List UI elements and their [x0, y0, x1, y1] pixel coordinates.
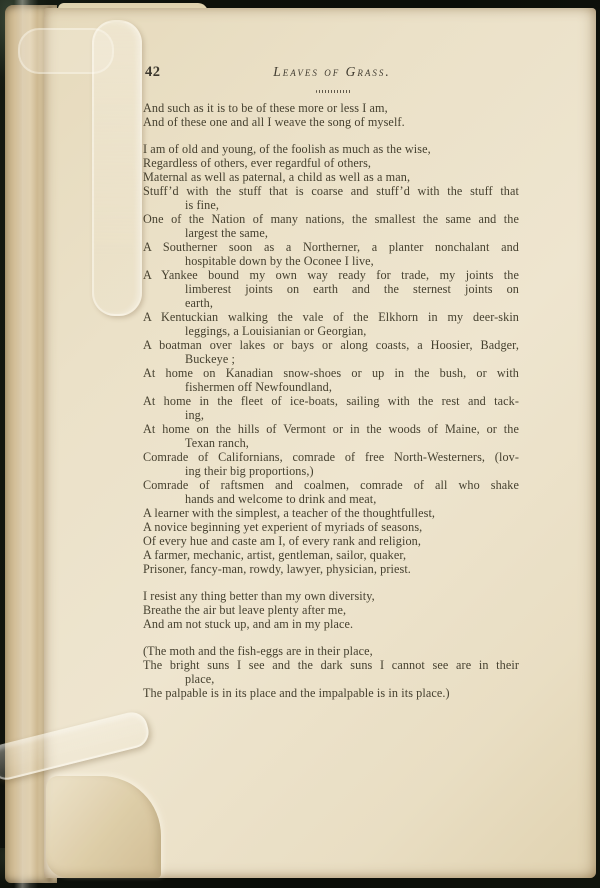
poem-line: Stuff’d with the stuff that is coarse and stuff’d with the stuff that: [143, 184, 519, 198]
poem-line: And of these one and all I weave the song of myself.: [143, 115, 405, 129]
running-title: Leaves of Grass.: [273, 64, 391, 79]
poem-line: (The moth and the fish-eggs are in their place,: [143, 644, 373, 658]
poem-line: Buckeye ;: [185, 352, 235, 366]
poem-line: Regardless of others, ever regardful of others,: [143, 156, 372, 170]
poem-line: Comrade of raftsmen and coalmen, comrade of all who shake: [143, 478, 519, 492]
header-dotted-rule: [316, 90, 352, 93]
poem-line: Of every hue and caste am I, of every rank and religion,: [143, 534, 422, 548]
poem-line: fishermen off Newfoundland,: [185, 380, 332, 394]
poem-text: [143, 101, 519, 700]
poem-line: I resist any thing better than my own diversity,: [143, 589, 375, 603]
poem-line: A novice beginning yet experient of myriads of seasons,: [143, 520, 423, 534]
poem-line: And am not stuck up, and am in my place.: [143, 617, 354, 631]
stanza: [143, 589, 519, 631]
poem-line: Comrade of Californians, comrade of free North-Westerners, (lov-: [143, 450, 519, 464]
poem-line: A boatman over lakes or bays or along coasts, a Hoosier, Badger,: [143, 338, 519, 352]
poem-line: A Southerner soon as a Northerner, a planter nonchalant and: [143, 240, 519, 254]
poem-line: Prisoner, fancy-man, rowdy, lawyer, physician, priest.: [143, 562, 411, 576]
page-corner-curl: [46, 776, 161, 878]
poem-line: A Kentuckian walking the vale of the Elkhorn in my deer-skin: [143, 310, 519, 324]
poem-line: At home on the hills of Vermont or in the woods of Maine, or the: [143, 422, 519, 436]
poem-line: A learner with the simplest, a teacher of the thoughtfullest,: [143, 506, 436, 520]
poem-line: A farmer, mechanic, artist, gentleman, sailor, quaker,: [143, 548, 407, 562]
poem-line: limberest joints on earth and the sternest joints on: [185, 282, 519, 296]
poem-line: And such as it is to be of these more or less I am,: [143, 101, 388, 115]
poem-line: place,: [185, 672, 215, 686]
poem-line: A Yankee bound my own way ready for trade, my joints the: [143, 268, 519, 282]
poem-line: ing,: [185, 408, 205, 422]
poem-line: earth,: [185, 296, 214, 310]
poem-line: At home in the fleet of ice-boats, sailing with the rest and tack-: [143, 394, 519, 408]
poem-line: At home on Kanadian snow-shoes or up in the bush, or with: [143, 366, 519, 380]
running-header: [143, 64, 521, 82]
poem-line: The palpable is in its place and the impalpable is in its place.): [143, 686, 450, 700]
poem-line: Maternal as well as paternal, a child as well as a man,: [143, 170, 411, 184]
poem-line: One of the Nation of many nations, the smallest the same and the: [143, 212, 519, 226]
page-number: 42: [145, 64, 161, 80]
poem-line: Texan ranch,: [185, 436, 249, 450]
stanza: [143, 142, 519, 576]
stanza-container: [143, 142, 519, 700]
poem-line: leggings, a Louisianian or Georgian,: [185, 324, 367, 338]
poem-line: is fine,: [185, 198, 219, 212]
stanza: [143, 644, 519, 700]
opening-stanza: [143, 101, 519, 129]
poem-line: I am of old and young, of the foolish as much as the wise,: [143, 142, 431, 156]
poem-line: ing their big proportions,): [185, 464, 314, 478]
poem-line: Breathe the air but leave plenty after me,: [143, 603, 347, 617]
plastic-clip-top: [92, 20, 142, 316]
poem-line: The bright suns I see and the dark suns I cannot see are in their: [143, 658, 519, 672]
poem-line: largest the same,: [185, 226, 269, 240]
poem-line: hospitable down by the Oconee I live,: [185, 254, 374, 268]
poem-line: hands and welcome to drink and meat,: [185, 492, 377, 506]
